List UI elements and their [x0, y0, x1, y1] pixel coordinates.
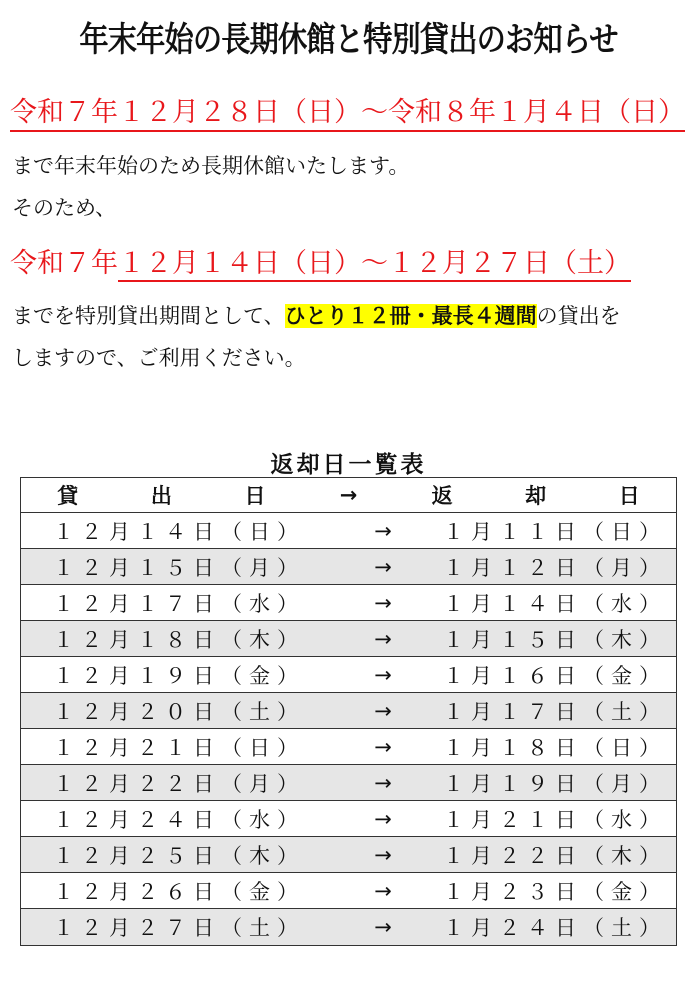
table-row: [21, 801, 676, 837]
loan-date-cell: １２月２４日（水）: [53, 807, 305, 832]
header-arrow: →: [339, 483, 358, 507]
return-date-cell: １月１２日（月）: [443, 555, 667, 580]
loan-date-cell: １２月２５日（木）: [53, 843, 305, 868]
table-row: [21, 729, 676, 765]
loan-date-cell: １２月１９日（金）: [53, 663, 305, 688]
table-row: [21, 693, 676, 729]
loan-date-cell: １２月１４日（日）: [53, 519, 305, 544]
return-date-cell: １月１４日（水）: [443, 591, 667, 616]
table-row: [21, 873, 676, 909]
table-row: [21, 621, 676, 657]
header-cell: 貸: [57, 484, 79, 508]
closure-period: 令和７年１２月２８日（日）～令和８年１月４日（日）: [10, 90, 685, 132]
arrow-cell: →: [374, 662, 392, 687]
arrow-cell: →: [374, 878, 392, 903]
table-row: [21, 657, 676, 693]
loan-date-cell: １２月２１日（日）: [53, 735, 305, 760]
arrow-cell: →: [374, 770, 392, 795]
return-date-cell: １月２３日（金）: [443, 879, 667, 904]
table-header: [21, 478, 676, 513]
table-row: [21, 765, 676, 801]
special-period-prefix: 令和７年: [10, 248, 118, 279]
return-date-cell: １月１８日（日）: [443, 735, 667, 760]
special-text-highlight: ひとり１２冊・最長４週間: [284, 304, 537, 328]
table-row: [21, 909, 676, 945]
arrow-cell: →: [374, 554, 392, 579]
header-cell: 日: [244, 484, 266, 508]
therefore-text: そのため、: [12, 196, 117, 220]
loan-date-cell: １２月１５日（月）: [53, 555, 305, 580]
loan-date-cell: １２月１７日（水）: [53, 591, 305, 616]
special-text-before: までを特別貸出期間として、: [12, 304, 285, 328]
arrow-cell: →: [374, 698, 392, 723]
page-title: 年末年始の長期休館と特別貸出のお知らせ: [79, 20, 618, 60]
arrow-cell: →: [374, 842, 392, 867]
return-date-table: [20, 477, 677, 946]
closure-text: まで年末年始のため長期休館いたします。: [12, 154, 410, 178]
return-date-cell: １月１６日（金）: [443, 663, 667, 688]
return-date-cell: １月２２日（木）: [443, 843, 667, 868]
return-date-cell: １月１５日（木）: [443, 627, 667, 652]
header-cell: 日: [618, 484, 640, 508]
return-date-cell: １月２１日（水）: [443, 807, 667, 832]
arrow-cell: →: [374, 915, 392, 939]
table-row: [21, 549, 676, 585]
return-date-cell: １月１７日（土）: [443, 699, 667, 724]
arrow-cell: →: [374, 734, 392, 759]
arrow-cell: →: [374, 518, 392, 543]
special-period: [10, 241, 631, 280]
table-row: [21, 585, 676, 621]
header-cell: 却: [525, 484, 547, 508]
loan-date-cell: １２月２６日（金）: [53, 879, 305, 904]
header-cell: 返: [431, 484, 453, 508]
loan-date-cell: １２月２７日（土）: [53, 916, 305, 940]
loan-date-cell: １２月２０日（土）: [53, 699, 305, 724]
arrow-cell: →: [374, 590, 392, 615]
table-body: [21, 513, 676, 945]
special-period-range: １２月１４日（日）～１２月２７日（土）: [118, 248, 631, 282]
table-row: [21, 837, 676, 873]
return-date-cell: １月２４日（土）: [443, 916, 667, 940]
loan-date-cell: １２月２２日（月）: [53, 771, 305, 796]
table-title: 返却日一覧表: [270, 452, 427, 478]
arrow-cell: →: [374, 626, 392, 651]
return-date-cell: １月１９日（月）: [443, 771, 667, 796]
special-text-line1: [12, 300, 621, 330]
special-text-after: の貸出を: [536, 304, 621, 328]
table-row: [21, 513, 676, 549]
special-text-line2: しますので、ご利用ください。: [12, 346, 306, 370]
header-cell: 出: [150, 484, 172, 508]
loan-date-cell: １２月１８日（木）: [53, 627, 305, 652]
return-date-cell: １月１１日（日）: [443, 519, 667, 544]
arrow-cell: →: [374, 806, 392, 831]
